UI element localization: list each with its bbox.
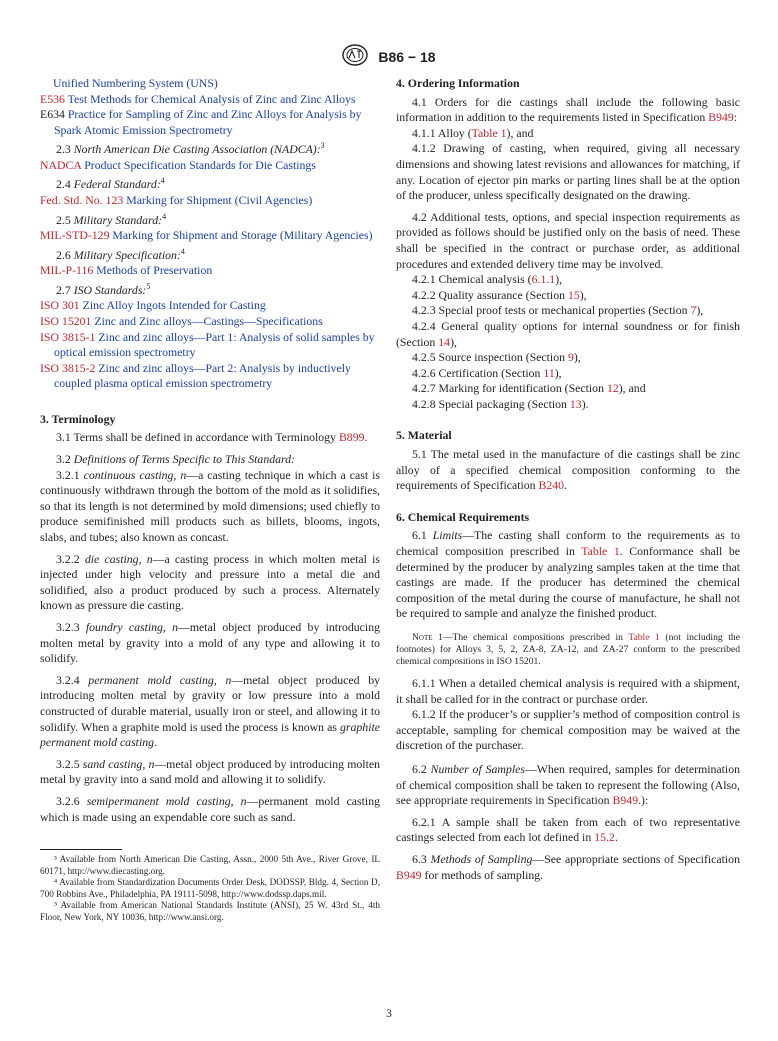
astm-logo-icon: [342, 44, 368, 69]
section-heading: 6. Chemical Requirements: [396, 509, 530, 524]
section-heading: 5. Material: [396, 428, 452, 443]
subsection-2-4: 2.4 Federal Standard:$^4$: [56, 176, 165, 192]
list-item: 4.2.7 Marking for identification (Section 12), and: [412, 381, 646, 396]
subsection-2-3: 2.3 North American Die Casting Association (NADCA):$^3$: [56, 141, 325, 157]
paragraph: 6.2.1 A sample shall be taken from each of two representative castings selected from each lot defined in 15.2.: [396, 814, 740, 845]
reference-item: ISO 15201 Zinc and Zinc alloys—Castings—Specifications: [40, 313, 323, 328]
definition: 3.2.3 foundry casting, n—metal object produced by introducing molten metal by gravity into a mold of any type and allowing it to solidify.: [40, 620, 380, 666]
definition: 3.2.6 semipermanent mold casting, n—permanent mold casting which is made using an expendable core such as sand.: [40, 793, 380, 824]
reference-item: Unified Numbering System (UNS): [53, 76, 218, 90]
list-item: 4.2.4 General quality options for internal soundness or for finish (Section 14),: [396, 318, 740, 349]
reference-item: E634 Practice for Sampling of Zinc and Zinc Alloys for Analysis by Spark Atomic Emission Spectrometry: [40, 107, 362, 137]
definition: 3.2.1 continuous casting, n—a casting technique in which a cast is continuously withdrawn through the bottom of the mold as it solidifies, so that its length is not determined by mold dimensions; used chiefly to produce semifinished mill products such as billets, blooms, ingots, slabs, and tubes; also known as concast.: [40, 467, 380, 545]
reference-item: ISO 301 Zinc Alloy Ingots Intended for Casting: [40, 298, 266, 313]
list-item: 4.2.2 Quality assurance (Section 15),: [412, 287, 587, 302]
footnote-rule: [40, 849, 122, 850]
reference-item: MIL-STD-129 Marking for Shipment and Storage (Military Agencies): [40, 228, 373, 243]
list-item: 4.2.8 Special packaging (Section 13).: [412, 396, 589, 411]
definition: 3.2.5 sand casting, n—metal object produced by introducing molten metal by gravity into a sand mold and allowing it to solidify.: [40, 756, 380, 787]
list-item: 4.2.5 Source inspection (Section 9),: [412, 350, 581, 365]
definition: 3.2.4 permanent mold casting, n—metal object produced by introducing molten metal by gravity or low pressure into a mold constructed of durable material, usually iron or steel, and allowing it to solidify. When a graphite mold is used the process is known as graphite permanent mold casting.: [40, 672, 380, 750]
reference-item: NADCA Product Specification Standards for Die Castings: [40, 157, 316, 172]
list-item: 4.2.1 Chemical analysis (6.1.1),: [412, 272, 563, 287]
list-item: 4.2.3 Special proof tests or mechanical properties (Section 7),: [412, 303, 704, 318]
footnote: ³ Available from North American Die Casting, Assn., 2000 5th Ave., River Grove, IL 60171, http://www.diecasting.org.: [40, 854, 380, 876]
subsection-2-5: 2.5 Military Standard:$^4$: [56, 211, 167, 227]
paragraph: 6.1 Limits—The casting shall conform to the requirements as to chemical composition prescribed in Table 1. Conformance shall be determined by the producer by analyzing samples taken at the time that castings are made. If the producer has determined the chemical composition of the metal during the course of manufacture, he shall not be required to sample and analyze the finished product.: [396, 528, 740, 621]
subsection-2-7: 2.7 ISO Standards:$^5$: [56, 281, 151, 297]
paragraph: 6.2 Number of Samples—When required, samples for determination of chemical composition shall be taken to represent the following (Also, see appropriate requirements in Specification B949.):: [396, 761, 741, 808]
reference-item: ISO 3815-1 Zinc and zinc alloys—Part 1: Analysis of solid samples by optical emission spectrometry: [40, 329, 375, 360]
page-number: 3: [386, 1008, 392, 1020]
footnote: ⁵ Available from American National Standards Institute (ANSI), 25 W. 43rd St., 4th Floor, New York, NY 10036, http://www.ansi.org.: [40, 900, 380, 922]
paragraph: 6.1.2 If the producer’s or supplier’s method of composition control is acceptable, sampling for chemical composition may be waived at the discretion of the purchaser.: [396, 707, 740, 753]
page-header: [0, 44, 778, 69]
reference-item: MIL-P-116 Methods of Preservation: [40, 263, 213, 278]
note: Note 1—The chemical compositions prescribed in Table 1 (not including the footnotes) for Alloys 3, 5, 2, ZA-8, ZA-12, and ZA-27 conform to the prescribed chemical compositions in ISO 15201.: [396, 632, 740, 667]
left-column: [40, 76, 380, 923]
paragraph: 3.1 Terms shall be defined in accordance with Terminology B899.: [56, 430, 368, 445]
paragraph: 6.1.1 When a detailed chemical analysis is required with a shipment, it shall be called for in the contract or purchase order.: [396, 676, 740, 706]
section-heading: 4. Ordering Information: [396, 76, 520, 90]
right-column: [396, 76, 740, 883]
reference-item: ISO 3815-2 Zinc and zinc alloys—Part 2: Analysis by inductively coupled plasma optical emission spectrometry: [40, 360, 351, 391]
paragraph: 3.2 Definitions of Terms Specific to This Standard:: [56, 452, 296, 467]
footnote: ⁴ Available from Standardization Documents Order Desk, DODSSP, Bldg. 4, Section D, 700 Robbins Ave., Philadelphia, PA 19111-5098, http://www.dodssp.daps.mil.: [40, 877, 380, 899]
paragraph: 4.2 Additional tests, options, and special inspection requirements as provided as follows should be justified only on the basis of need. These shall be specified in the contract or purchase order, as additional procedures and extended delivery time may be involved.: [396, 209, 740, 271]
paragraph: 5.1 The metal used in the manufacture of die castings shall be zinc alloy of a specified chemical composition conforming to the requirements of Specification B240.: [396, 447, 740, 493]
paragraph: 6.3 Methods of Sampling—See appropriate sections of Specification B949 for methods of sampling.: [396, 851, 740, 882]
paragraph: 4.1 Orders for die castings shall include the following basic information in addition to the requirements listed in Specification B949:: [396, 94, 740, 125]
definition: 3.2.2 die casting, n—a casting process in which molten metal is injected under high velocity and pressure into a metal die and solidified, also a product produced by such a process. Alternately known as pressure die casting.: [40, 551, 380, 613]
standard-designation: B86 − 18: [378, 48, 436, 65]
subsection-2-6: 2.6 Military Specification:$^4$: [56, 246, 185, 262]
reference-item: Fed. Std. No. 123 Marking for Shipment (Civil Agencies): [40, 193, 313, 207]
reference-item: E536 Test Methods for Chemical Analysis of Zinc and Zinc Alloys: [40, 91, 356, 106]
list-item: 4.2.6 Certification (Section 11),: [412, 365, 562, 380]
section-heading: 3. Terminology: [40, 411, 116, 426]
paragraph: 4.1.1 Alloy (Table 1), and: [412, 125, 534, 140]
paragraph: 4.1.2 Drawing of casting, when required, giving all necessary dimensions and showing latest revisions and allowances for matching, if any. Location of ejector pin marks or parting lines shall be at the option of the producer, unless specifically designated on the drawing.: [396, 141, 740, 203]
